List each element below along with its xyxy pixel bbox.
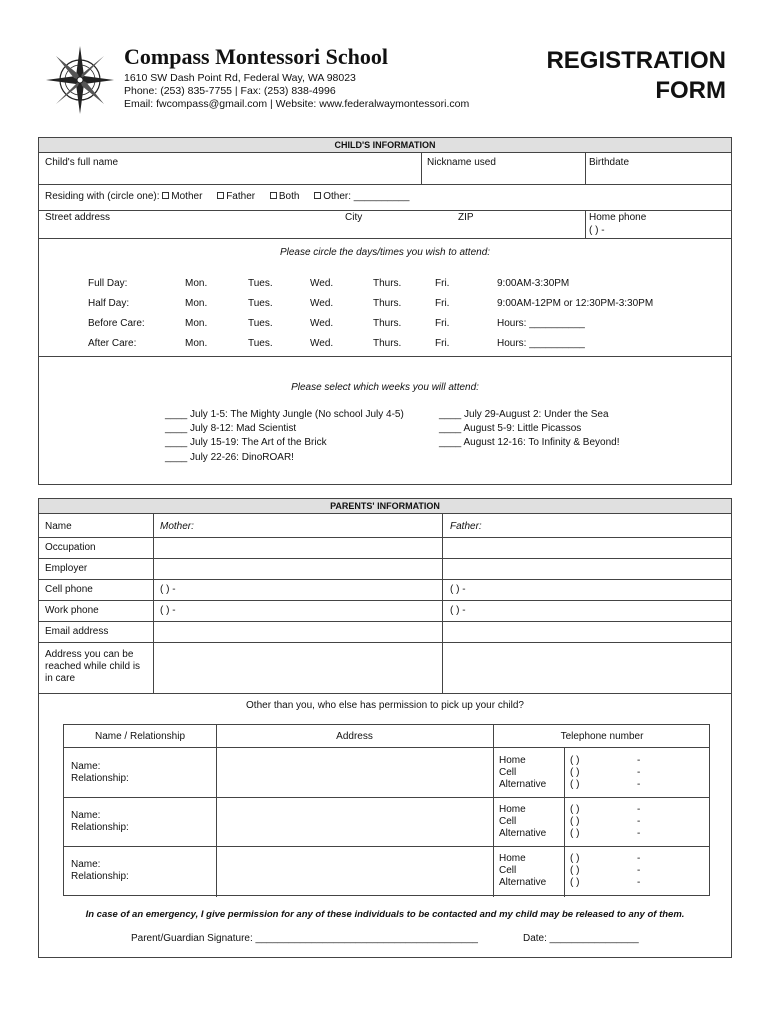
phone-field[interactable]: ( )	[570, 877, 580, 888]
school-name: Compass Montessori School	[124, 44, 389, 69]
week-option[interactable]: ____ August 5-9: Little Picassos	[439, 423, 582, 434]
pickup-table	[63, 724, 710, 896]
mother-cell-phone-field[interactable]: ( ) -	[160, 584, 176, 595]
residing-option-mother[interactable]: Mother	[162, 191, 202, 202]
residing-with-row	[45, 191, 421, 202]
parent-row-employer: Employer	[45, 563, 88, 574]
day-mon[interactable]: Mon.	[185, 338, 208, 349]
emergency-permission-text: In case of an emergency, I give permission for any of these individuals to be contacted and my child may be released to any of them.	[85, 909, 685, 920]
mother-work-phone-field[interactable]: ( ) -	[160, 605, 176, 616]
form-title-line-1: REGISTRATION	[546, 47, 726, 74]
phone-field[interactable]: ( )	[570, 804, 580, 815]
phone-dash: -	[637, 853, 641, 864]
father-work-phone-field[interactable]: ( ) -	[450, 605, 466, 616]
school-email-website: Email: fwcompass@gmail.com | Website: www.federalwaymontessori.com	[124, 98, 470, 110]
day-thurs[interactable]: Thurs.	[373, 318, 402, 329]
phone-field[interactable]: ( )	[570, 816, 580, 827]
residing-option-both[interactable]: Both	[270, 191, 300, 202]
parents-info-header: PARENTS' INFORMATION	[39, 499, 731, 514]
home-phone-field[interactable]: ( ) -	[589, 225, 605, 236]
day-fri[interactable]: Fri.	[435, 338, 450, 349]
week-option[interactable]: ____ July 8-12: Mad Scientist	[165, 423, 297, 434]
pickup-header-name: Name / Relationship	[94, 731, 186, 742]
father-cell-phone-field[interactable]: ( ) -	[450, 584, 466, 595]
day-tues[interactable]: Tues.	[248, 318, 273, 329]
day-thurs[interactable]: Thurs.	[373, 298, 402, 309]
pickup-name-field[interactable]: Name:	[71, 810, 101, 821]
week-option[interactable]: ____ August 12-16: To Infinity & Beyond!	[439, 437, 620, 448]
pickup-relationship-field[interactable]: Relationship:	[71, 871, 129, 882]
day-tues[interactable]: Tues.	[248, 298, 273, 309]
week-option[interactable]: ____ July 15-19: The Art of the Brick	[165, 437, 327, 448]
father-column-label: Father:	[450, 521, 482, 532]
day-wed[interactable]: Wed.	[310, 278, 334, 289]
parent-row-address: Address you can be reached while child is in care	[45, 649, 141, 684]
parent-row-name: Name	[45, 521, 72, 532]
pickup-header-address: Address	[336, 731, 373, 742]
street-address-field[interactable]: Street address	[45, 212, 111, 223]
phone-dash: -	[637, 865, 641, 876]
nickname-field[interactable]: Nickname used	[427, 157, 496, 168]
phone-dash: -	[637, 804, 641, 815]
day-tues[interactable]: Tues.	[248, 278, 273, 289]
weeks-prompt: Please select which weeks you will attend:	[291, 382, 479, 393]
pickup-name-field[interactable]: Name:	[71, 761, 101, 772]
phone-field[interactable]: ( )	[570, 828, 580, 839]
phone-field[interactable]: ( )	[570, 779, 580, 790]
schedule-time[interactable]: Hours: __________	[497, 318, 585, 329]
form-title-line-2: FORM	[655, 77, 726, 104]
phone-field[interactable]: ( )	[570, 767, 580, 778]
phone-type-home: Home	[499, 853, 526, 864]
day-mon[interactable]: Mon.	[185, 278, 208, 289]
phone-field[interactable]: ( )	[570, 755, 580, 766]
pickup-relationship-field[interactable]: Relationship:	[71, 822, 129, 833]
phone-field[interactable]: ( )	[570, 865, 580, 876]
parent-row-email: Email address	[45, 626, 109, 637]
home-phone-label: Home phone	[589, 212, 647, 223]
week-option[interactable]: ____ July 1-5: The Mighty Jungle (No school July 4-5)	[165, 409, 404, 420]
birthdate-field[interactable]: Birthdate	[589, 157, 630, 168]
day-mon[interactable]: Mon.	[185, 318, 208, 329]
parent-row-cell-phone: Cell phone	[45, 584, 93, 595]
day-wed[interactable]: Wed.	[310, 298, 334, 309]
day-tues[interactable]: Tues.	[248, 338, 273, 349]
parent-row-work-phone: Work phone	[45, 605, 99, 616]
child-full-name-field[interactable]: Child's full name	[45, 157, 119, 168]
residing-option-other[interactable]: Other: __________	[314, 191, 409, 202]
phone-dash: -	[637, 779, 641, 790]
pickup-relationship-field[interactable]: Relationship:	[71, 773, 129, 784]
phone-dash: -	[637, 816, 641, 827]
day-fri[interactable]: Fri.	[435, 298, 450, 309]
phone-type-alternative: Alternative	[499, 779, 547, 790]
week-option[interactable]: ____ July 29-August 2: Under the Sea	[439, 409, 609, 420]
phone-type-alternative: Alternative	[499, 828, 547, 839]
day-wed[interactable]: Wed.	[310, 318, 334, 329]
residing-label: Residing with (circle one):	[45, 191, 160, 202]
phone-dash: -	[637, 755, 641, 766]
mother-column-label: Mother:	[160, 521, 194, 532]
school-phone-fax: Phone: (253) 835-7755 | Fax: (253) 838-4996	[124, 85, 336, 97]
day-fri[interactable]: Fri.	[435, 318, 450, 329]
city-field[interactable]: City	[345, 212, 363, 223]
phone-dash: -	[637, 877, 641, 888]
parent-row-occupation: Occupation	[45, 542, 96, 553]
schedule-type: Before Care:	[88, 318, 145, 329]
school-address: 1610 SW Dash Point Rd, Federal Way, WA 98023	[124, 72, 356, 84]
phone-dash: -	[637, 767, 641, 778]
phone-type-cell: Cell	[499, 767, 517, 778]
week-option[interactable]: ____ July 22-26: DinoROAR!	[165, 452, 294, 463]
schedule-time[interactable]: Hours: __________	[497, 338, 585, 349]
pickup-prompt: Other than you, who else has permission to pick up your child?	[246, 700, 524, 711]
pickup-header-phone: Telephone number	[560, 731, 644, 742]
zip-field[interactable]: ZIP	[458, 212, 474, 223]
day-fri[interactable]: Fri.	[435, 278, 450, 289]
day-wed[interactable]: Wed.	[310, 338, 334, 349]
phone-type-home: Home	[499, 755, 526, 766]
schedule-time[interactable]: 9:00AM-12PM or 12:30PM-3:30PM	[497, 298, 654, 309]
parents-info-section	[38, 498, 732, 958]
residing-option-father[interactable]: Father	[217, 191, 255, 202]
pickup-name-field[interactable]: Name:	[71, 859, 101, 870]
schedule-type: After Care:	[88, 338, 137, 349]
phone-type-home: Home	[499, 804, 526, 815]
phone-dash: -	[637, 828, 641, 839]
day-thurs[interactable]: Thurs.	[373, 338, 402, 349]
day-thurs[interactable]: Thurs.	[373, 278, 402, 289]
schedule-type: Full Day:	[88, 278, 128, 289]
compass-logo-icon	[44, 44, 116, 116]
signature-field[interactable]: Parent/Guardian Signature: ________________________________________	[131, 933, 478, 944]
form-title	[546, 46, 726, 106]
phone-type-cell: Cell	[499, 865, 517, 876]
days-prompt: Please circle the days/times you wish to attend:	[279, 247, 491, 258]
phone-type-cell: Cell	[499, 816, 517, 827]
phone-field[interactable]: ( )	[570, 853, 580, 864]
date-field[interactable]: Date: ________________	[523, 933, 639, 944]
schedule-time[interactable]: 9:00AM-3:30PM	[497, 278, 570, 289]
child-info-section	[38, 137, 732, 485]
child-info-header: CHILD'S INFORMATION	[39, 138, 731, 153]
schedule-type: Half Day:	[88, 298, 130, 309]
phone-type-alternative: Alternative	[499, 877, 547, 888]
day-mon[interactable]: Mon.	[185, 298, 208, 309]
